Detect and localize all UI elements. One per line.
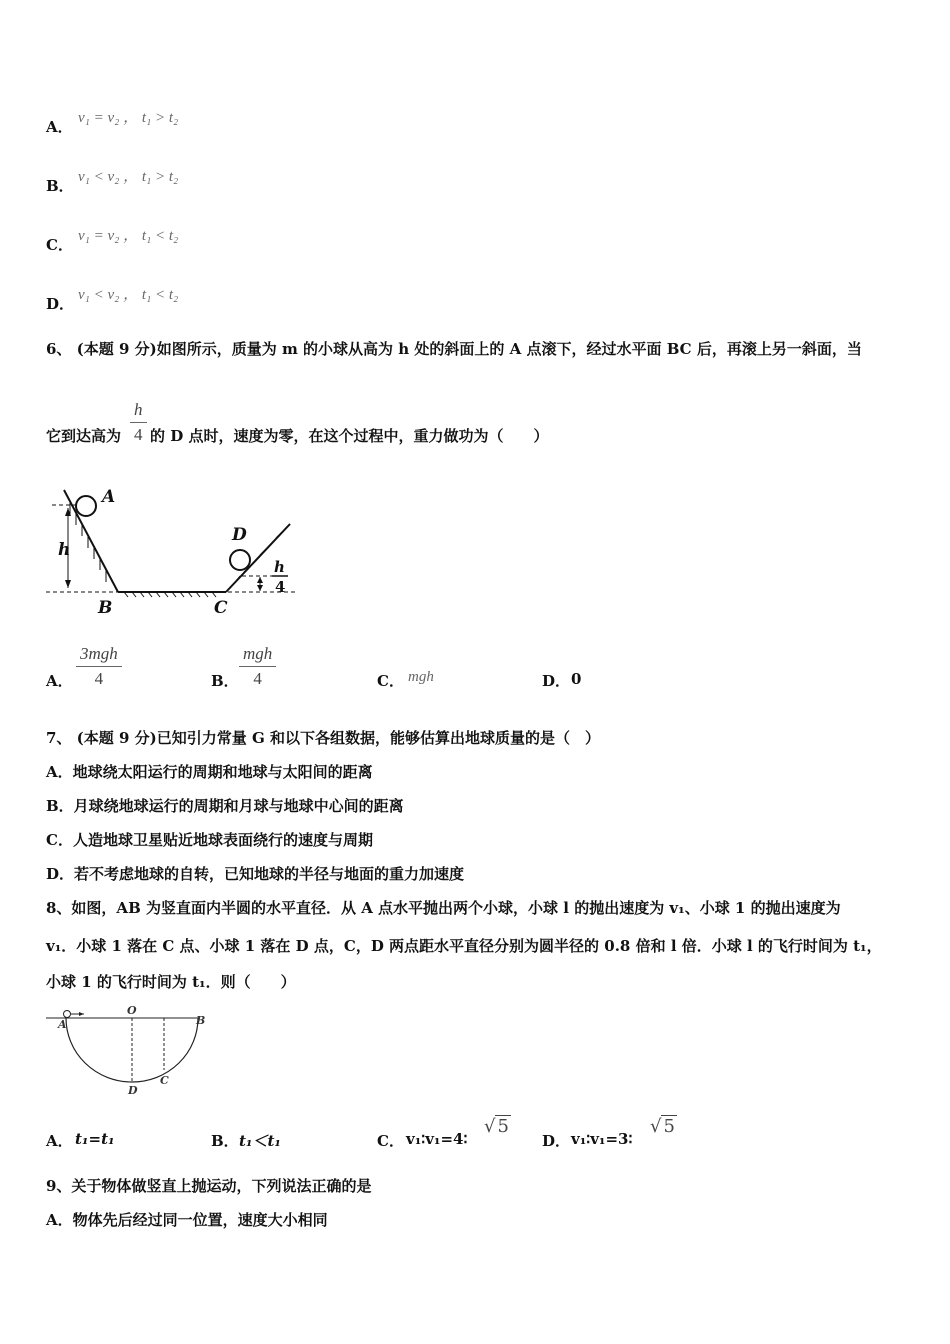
q6-stem-line1: 6、 (本题 9 分)如图所示，质量为 m 的小球从高为 h 处的斜面上的 A 点滚下，经过水平面 BC 后，再滚上另一斜面，当 <box>46 340 862 358</box>
option-math: mgh <box>408 669 434 685</box>
q6-figure <box>46 480 296 620</box>
option-label: C． <box>377 672 404 690</box>
option-math: v₁ < v₂ ， t₁ > t₂ <box>78 169 179 185</box>
label-o: O <box>127 1004 137 1017</box>
option-label: D． <box>46 295 75 313</box>
option-label: D． <box>542 1132 571 1150</box>
option-label: B． <box>46 177 74 195</box>
q6-stem-post: 的 D 点时，速度为零，在这个过程中，重力做功为（ ） <box>150 427 549 445</box>
label-a: A <box>102 487 116 507</box>
q8-figure <box>46 1000 216 1100</box>
sqrt-5: √ 5 <box>484 1116 509 1137</box>
h-over-4-fraction: h 4 <box>130 400 147 445</box>
option-fraction: mgh 4 <box>239 644 276 689</box>
label-c: C <box>160 1074 169 1087</box>
q7-stem: 7、 (本题 9 分)已知引力常量 G 和以下各组数据，能够估算出地球质量的是（ ） <box>46 729 600 747</box>
label-h: h <box>58 540 71 560</box>
option-label: A． <box>46 1132 73 1150</box>
label-a: A <box>58 1018 67 1031</box>
option-text: v₁∶v₁=3∶ <box>571 1130 633 1148</box>
label-h4-den: 4 <box>275 578 286 596</box>
option-label: C． <box>46 236 73 254</box>
q6-stem-pre: 它到达高为 <box>46 427 122 445</box>
option-label: B． <box>211 672 239 690</box>
q9-option-a: A．物体先后经过同一位置，速度大小相同 <box>46 1211 328 1229</box>
option-text: t₁=t₁ <box>75 1130 115 1148</box>
q7-option-a: A．地球绕太阳运行的周期和地球与太阳间的距离 <box>46 763 373 781</box>
option-fraction: 3mgh 4 <box>76 644 122 689</box>
q7-option-c: C．人造地球卫星贴近地球表面绕行的速度与周期 <box>46 831 373 849</box>
sqrt-5: √ 5 <box>650 1116 675 1137</box>
q8-stem-line2: v₁．小球 1 落在 C 点、小球 1 落在 D 点，C，D 两点距水平直径分别为圆半径的 0.8 倍和 l 倍．小球 l 的飞行时间为 t₁， <box>46 937 882 955</box>
label-c: C <box>214 598 228 618</box>
q7-option-b: B．月球绕地球运行的周期和月球与地球中心间的距离 <box>46 797 404 815</box>
option-text: v₁∶v₁=4∶ <box>406 1130 468 1148</box>
option-value: 0 <box>571 670 582 688</box>
label-h4-num: h <box>274 558 285 576</box>
label-d: D <box>128 1084 138 1097</box>
q7-option-d: D．若不考虑地球的自转，已知地球的半径与地面的重力加速度 <box>46 865 465 883</box>
option-math: v₁ = v₂ ， t₁ < t₂ <box>78 228 179 244</box>
option-label: C． <box>377 1132 404 1150</box>
option-math: v₁ < v₂ ， t₁ < t₂ <box>78 287 179 303</box>
q8-stem-line3: 小球 1 的飞行时间为 t₁．则（ ） <box>46 973 296 991</box>
option-math: v₁ = v₂ ， t₁ > t₂ <box>78 110 179 126</box>
q9-stem: 9、关于物体做竖直上抛运动，下列说法正确的是 <box>46 1177 372 1195</box>
label-b: B <box>98 598 113 618</box>
label-d: D <box>232 525 247 545</box>
q8-stem-line1: 8、如图，AB 为竖直面内半圆的水平直径．从 A 点水平抛出两个小球，小球 l 的抛出速度为 v₁、小球 1 的抛出速度为 <box>46 899 841 917</box>
option-label: A． <box>46 118 73 136</box>
option-label: A． <box>46 672 73 690</box>
label-b: B <box>196 1014 206 1027</box>
option-label: D． <box>542 672 571 690</box>
option-text: t₁＜t₁ <box>239 1132 281 1150</box>
option-label: B． <box>211 1132 239 1150</box>
